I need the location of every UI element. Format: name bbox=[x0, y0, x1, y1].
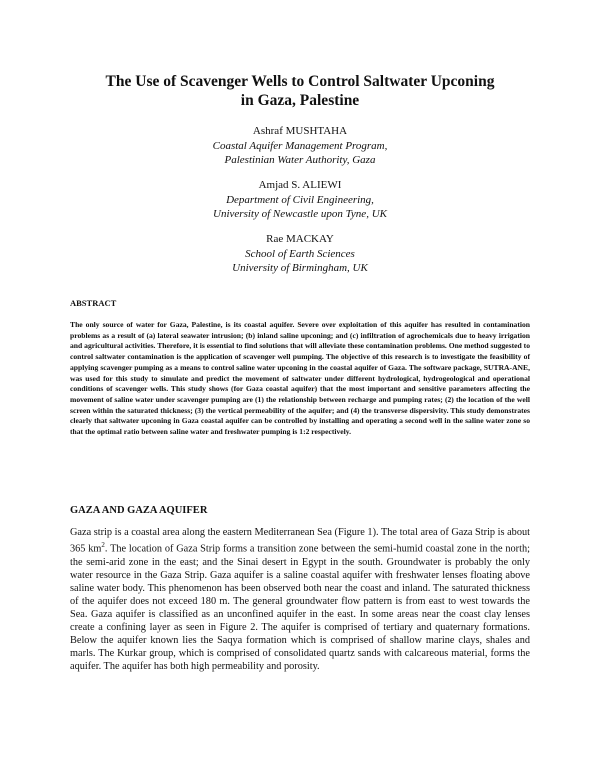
title-line-1: The Use of Scavenger Wells to Control Saltwater Upconing bbox=[105, 73, 495, 90]
author-name: Rae MACKAY bbox=[266, 233, 334, 245]
paper-title bbox=[60, 72, 540, 110]
author-block bbox=[60, 124, 540, 168]
author-name: Ashraf MUSHTAHA bbox=[252, 125, 348, 137]
author-affiliation: Palestinian Water Authority, Gaza bbox=[224, 154, 376, 166]
author-affiliation: Coastal Aquifer Management Program, bbox=[212, 139, 388, 152]
author-block bbox=[60, 178, 540, 222]
title-line-2: in Gaza, Palestine bbox=[240, 92, 360, 109]
section-text-part-2: . The location of Gaza Strip forms a transition zone between the semi-humid coastal zone in the north; the semi-arid zone in the east; and the Sinai desert in Egypt in the south. Groundwater is probably the only water resource in the Gaza Strip. Gaza aquifer is a saline coastal aquifer with freshwater lenses floating above saline water body. This phenomenon has been observed both near the coast and inland. The saturated thickness of the aquifer does not exceed 180 m. The general groundwater flow pattern is from east to west towards the Sea. Gaza aquifer is classified as an unconfined aquifer in the east. In some areas near the coast clay lenses create a confining layer as seen in Figure 2. The aquifer is comprised of tertiary and quaternary formations. Below the aquifer known lies the Saqya formation which is comprised of shallow marine clays, shales and marls. The Kurkar group, which is comprised of consolidated quartz sands with calcareous material, forms the aquifer. The aquifer has both high permeability and porosity. bbox=[70, 543, 530, 673]
superscript-exponent: 2 bbox=[101, 541, 105, 550]
author-affiliation: School of Earth Sciences bbox=[245, 247, 355, 260]
author-name: Amjad S. ALIEWI bbox=[258, 179, 342, 191]
section-heading: GAZA AND GAZA AQUIFER bbox=[70, 505, 208, 516]
abstract-text: The only source of water for Gaza, Palestine, is its coastal aquifer. Severe over exploitation of this aquifer has resulted in contamination problems as a result of (a) lateral seawater intrusion; (b) inland saline upconing; and (c) infiltration of agrochemicals due to heavy irrigation and agricultural activities. Therefore, it is essential to find solutions that will alleviate these contamination problems. One method suggested to control saltwater contamination is the application of scavenger well pumping. The objective of this research is to investigate the feasibility of applying scavenger pumping as a means to control saline water upconing in the coastal aquifer of Gaza. The software package, SUTRA-ANE, was used for this study to simulate and predict the movement of saltwater under different hydrological, hydrogeological and operational conditions of scavenger wells. This study shows (for Gaza coastal aquifer) that the most important and sensitive parameters affecting the movement of saline water under scavenger pumping are (1) the relationship between recharge and pumping rates; (2) the location of the well screen within the saturated thickness; (3) the vertical permeability of the aquifer; and (4) the transverse dispersivity. This study demonstrates clearly that saltwater upconing in Gaza coastal aquifer can be controlled by installing and operating a second well in the saline water zone so that the optimal ratio between saline water and freshwater pumping is 1:2 respectively. bbox=[70, 320, 530, 437]
author-block bbox=[60, 232, 540, 276]
author-affiliation: Department of Civil Engineering, bbox=[226, 193, 374, 206]
author-list bbox=[60, 124, 540, 286]
section-paragraph bbox=[70, 526, 530, 673]
section-text-part-1: Gaza strip is a coastal area along the eastern Mediterranean Sea (Figure 1). The total area of Gaza Strip is about 365 km bbox=[70, 527, 530, 555]
author-affiliation: University of Birmingham, UK bbox=[232, 262, 368, 274]
author-affiliation: University of Newcastle upon Tyne, UK bbox=[213, 208, 387, 220]
abstract-heading: ABSTRACT bbox=[70, 298, 117, 308]
